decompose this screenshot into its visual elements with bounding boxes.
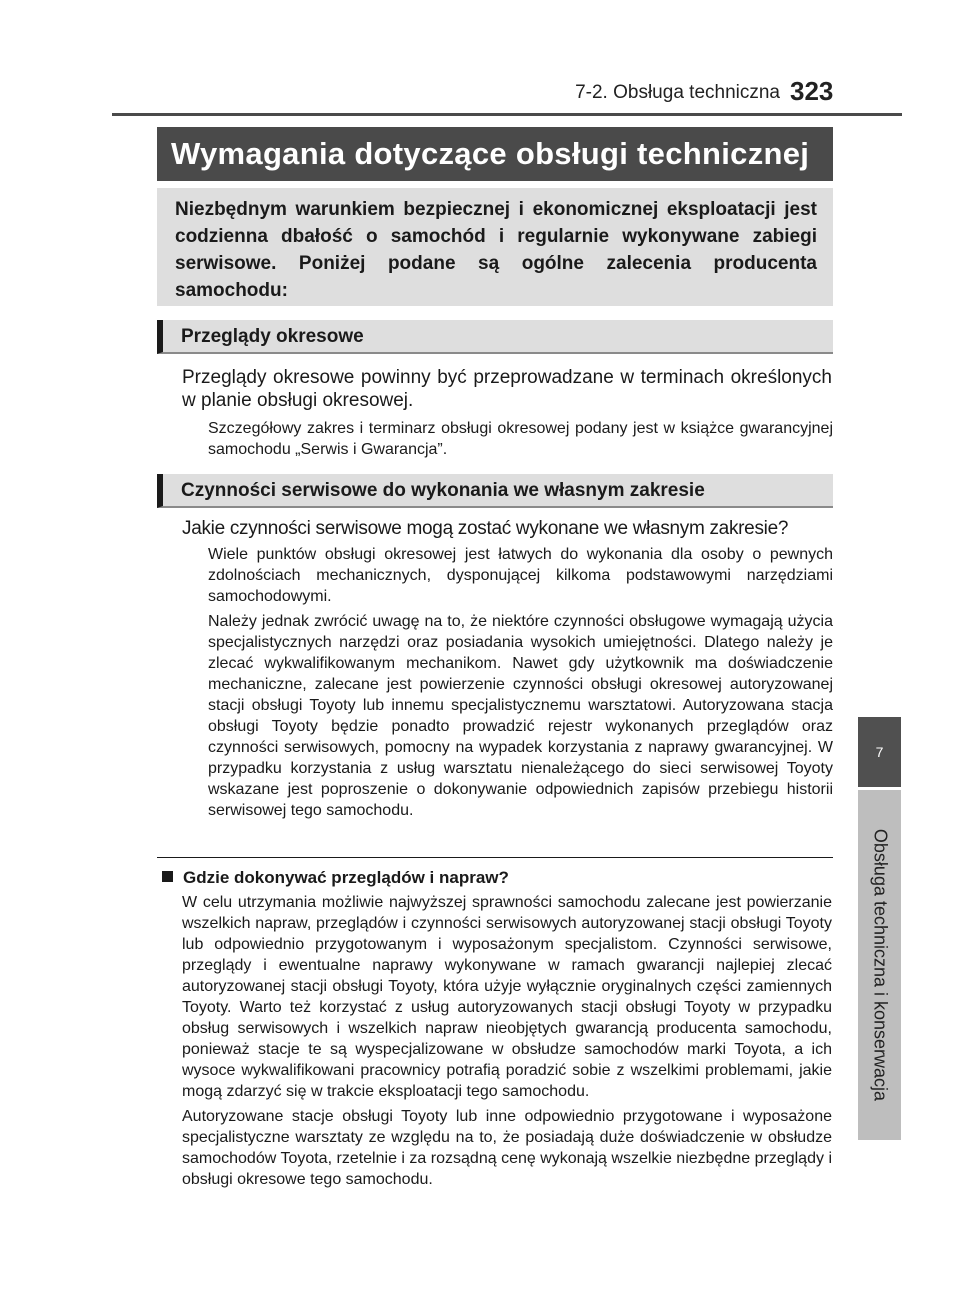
section-heading-diy-service: Czynności serwisowe do wykonania we własnym zakresie bbox=[157, 474, 833, 508]
section1-note: Szczegółowy zakres i terminarz obsługi okresowej podany jest w książce gwarancyjnej samochodu „Serwis i Gwarancja”. bbox=[208, 420, 833, 458]
section3-paragraph: Autoryzowane stacje obsługi Toyoty lub inne odpowiednio przygotowane i wyposażone specjalistyczne warsztaty ze względu na to, że posiadają duże doświadczenie w obsłudze samochodów Toyota, rzetelnie i za rozsądną cenę wykonają wszelkie niezbędne przeglądy i obsługi okresowe tego samochodu. bbox=[182, 1108, 832, 1188]
section2-paragraph: Wiele punktów obsługi okresowej jest łatwych do wykonania dla osoby o pewnych zdolnościach mechanicznych, dysponującej kilkoma podstawowymi narzędziami samochodowymi. bbox=[208, 546, 833, 605]
square-bullet-icon bbox=[162, 871, 173, 882]
section1-lead: Przeglądy okresowe powinny być przeprowadzane w terminach określonych w planie obsługi okresowej. bbox=[182, 367, 832, 411]
section2-body bbox=[208, 544, 833, 821]
subsection-heading bbox=[162, 867, 822, 889]
section3-paragraph: W celu utrzymania możliwie najwyższej sprawności samochodu zalecane jest powierzanie wszelkich napraw, przeglądów i czynności serwisowych autoryzowanej stacji obsługi Toyoty lub odpowiednio przygotowanym i wyposażonym specjalistom. Czynności serwisowe, przeglądy i ewentualne naprawy wykonywane w ramach gwarancji najlepiej zlecać autoryzowanej stacji obsługi Toyoty, która użyje wyłącznie oryginalnych części zamiennych Toyoty. Warto też korzystać z usług autoryzowanych stacji obsługi Toyoty w przypadku obsług serwisowych i wszelkich napraw nieobjętych gwarancją producenta samochodu, ponieważ stacje te są wyspecjalizowane w obsłudze samochodów marki Toyota, a ich wysoce wykwalifikowani pracownicy potrafią poradzić sobie z wszelkimi problemami, jakie mogą zdarzyć się w trakcie eksploatacji tego samochodu. bbox=[182, 894, 832, 1100]
section2-lead: Jakie czynności serwisowe mogą zostać wykonane we własnym zakresie? bbox=[182, 518, 789, 539]
chapter-tab-label: Obsługa techniczna i konserwacja bbox=[870, 828, 890, 1102]
section-heading-periodic-inspections: Przeglądy okresowe bbox=[157, 320, 833, 354]
section3-body bbox=[182, 892, 832, 1190]
section-divider bbox=[157, 857, 833, 858]
intro-text: Niezbędnym warunkiem bezpiecznej i ekonomicznej eksploatacji jest codzienna dbałość o samochód i regularnie wykonywane zabiegi serwisowe. Poniżej podane są ogólne zalecenia producenta samochodu: bbox=[175, 199, 817, 301]
chapter-tab bbox=[858, 790, 901, 1140]
chapter-tab-number: 7 bbox=[858, 717, 901, 787]
intro-box bbox=[157, 188, 833, 306]
section2-paragraph: Należy jednak zwrócić uwagę na to, że niektóre czynności obsługowe wymagają użycia specjalistycznych narzędzi oraz posiadania wysokich umiejętności. Dlatego należy je zlecać wykwalifikowanym mechanikom. Nawet gdy użytkownik ma doświadczenie mechaniczne, zalecane jest powierzenie czynności obsługi okresowej autoryzowanej stacji obsługi Toyoty lub innemu specjalistycznemu warsztatowi. Autoryzowana stacja obsługi Toyoty będzie ponadto prowadzić rejestr wykonanych przeglądów oraz czynności serwisowych, pomocny na wypadek korzystania z naprawy gwarancyjnej. W przypadku korzystania z usług warsztatu nienależącego do sieci serwisowej Toyoty wskazane jest poproszenie o dokonywanie odpowiednich zapisów przebiegu historii serwisowej tego samochodu. bbox=[208, 613, 833, 819]
page-title: Wymagania dotyczące obsługi technicznej bbox=[157, 127, 833, 181]
running-header-section: 7-2. Obsługa techniczna bbox=[575, 82, 780, 103]
page-number: 323 bbox=[790, 76, 834, 106]
header-rule bbox=[112, 113, 902, 116]
subsection-heading-text: Gdzie dokonywać przeglądów i napraw? bbox=[183, 868, 509, 887]
